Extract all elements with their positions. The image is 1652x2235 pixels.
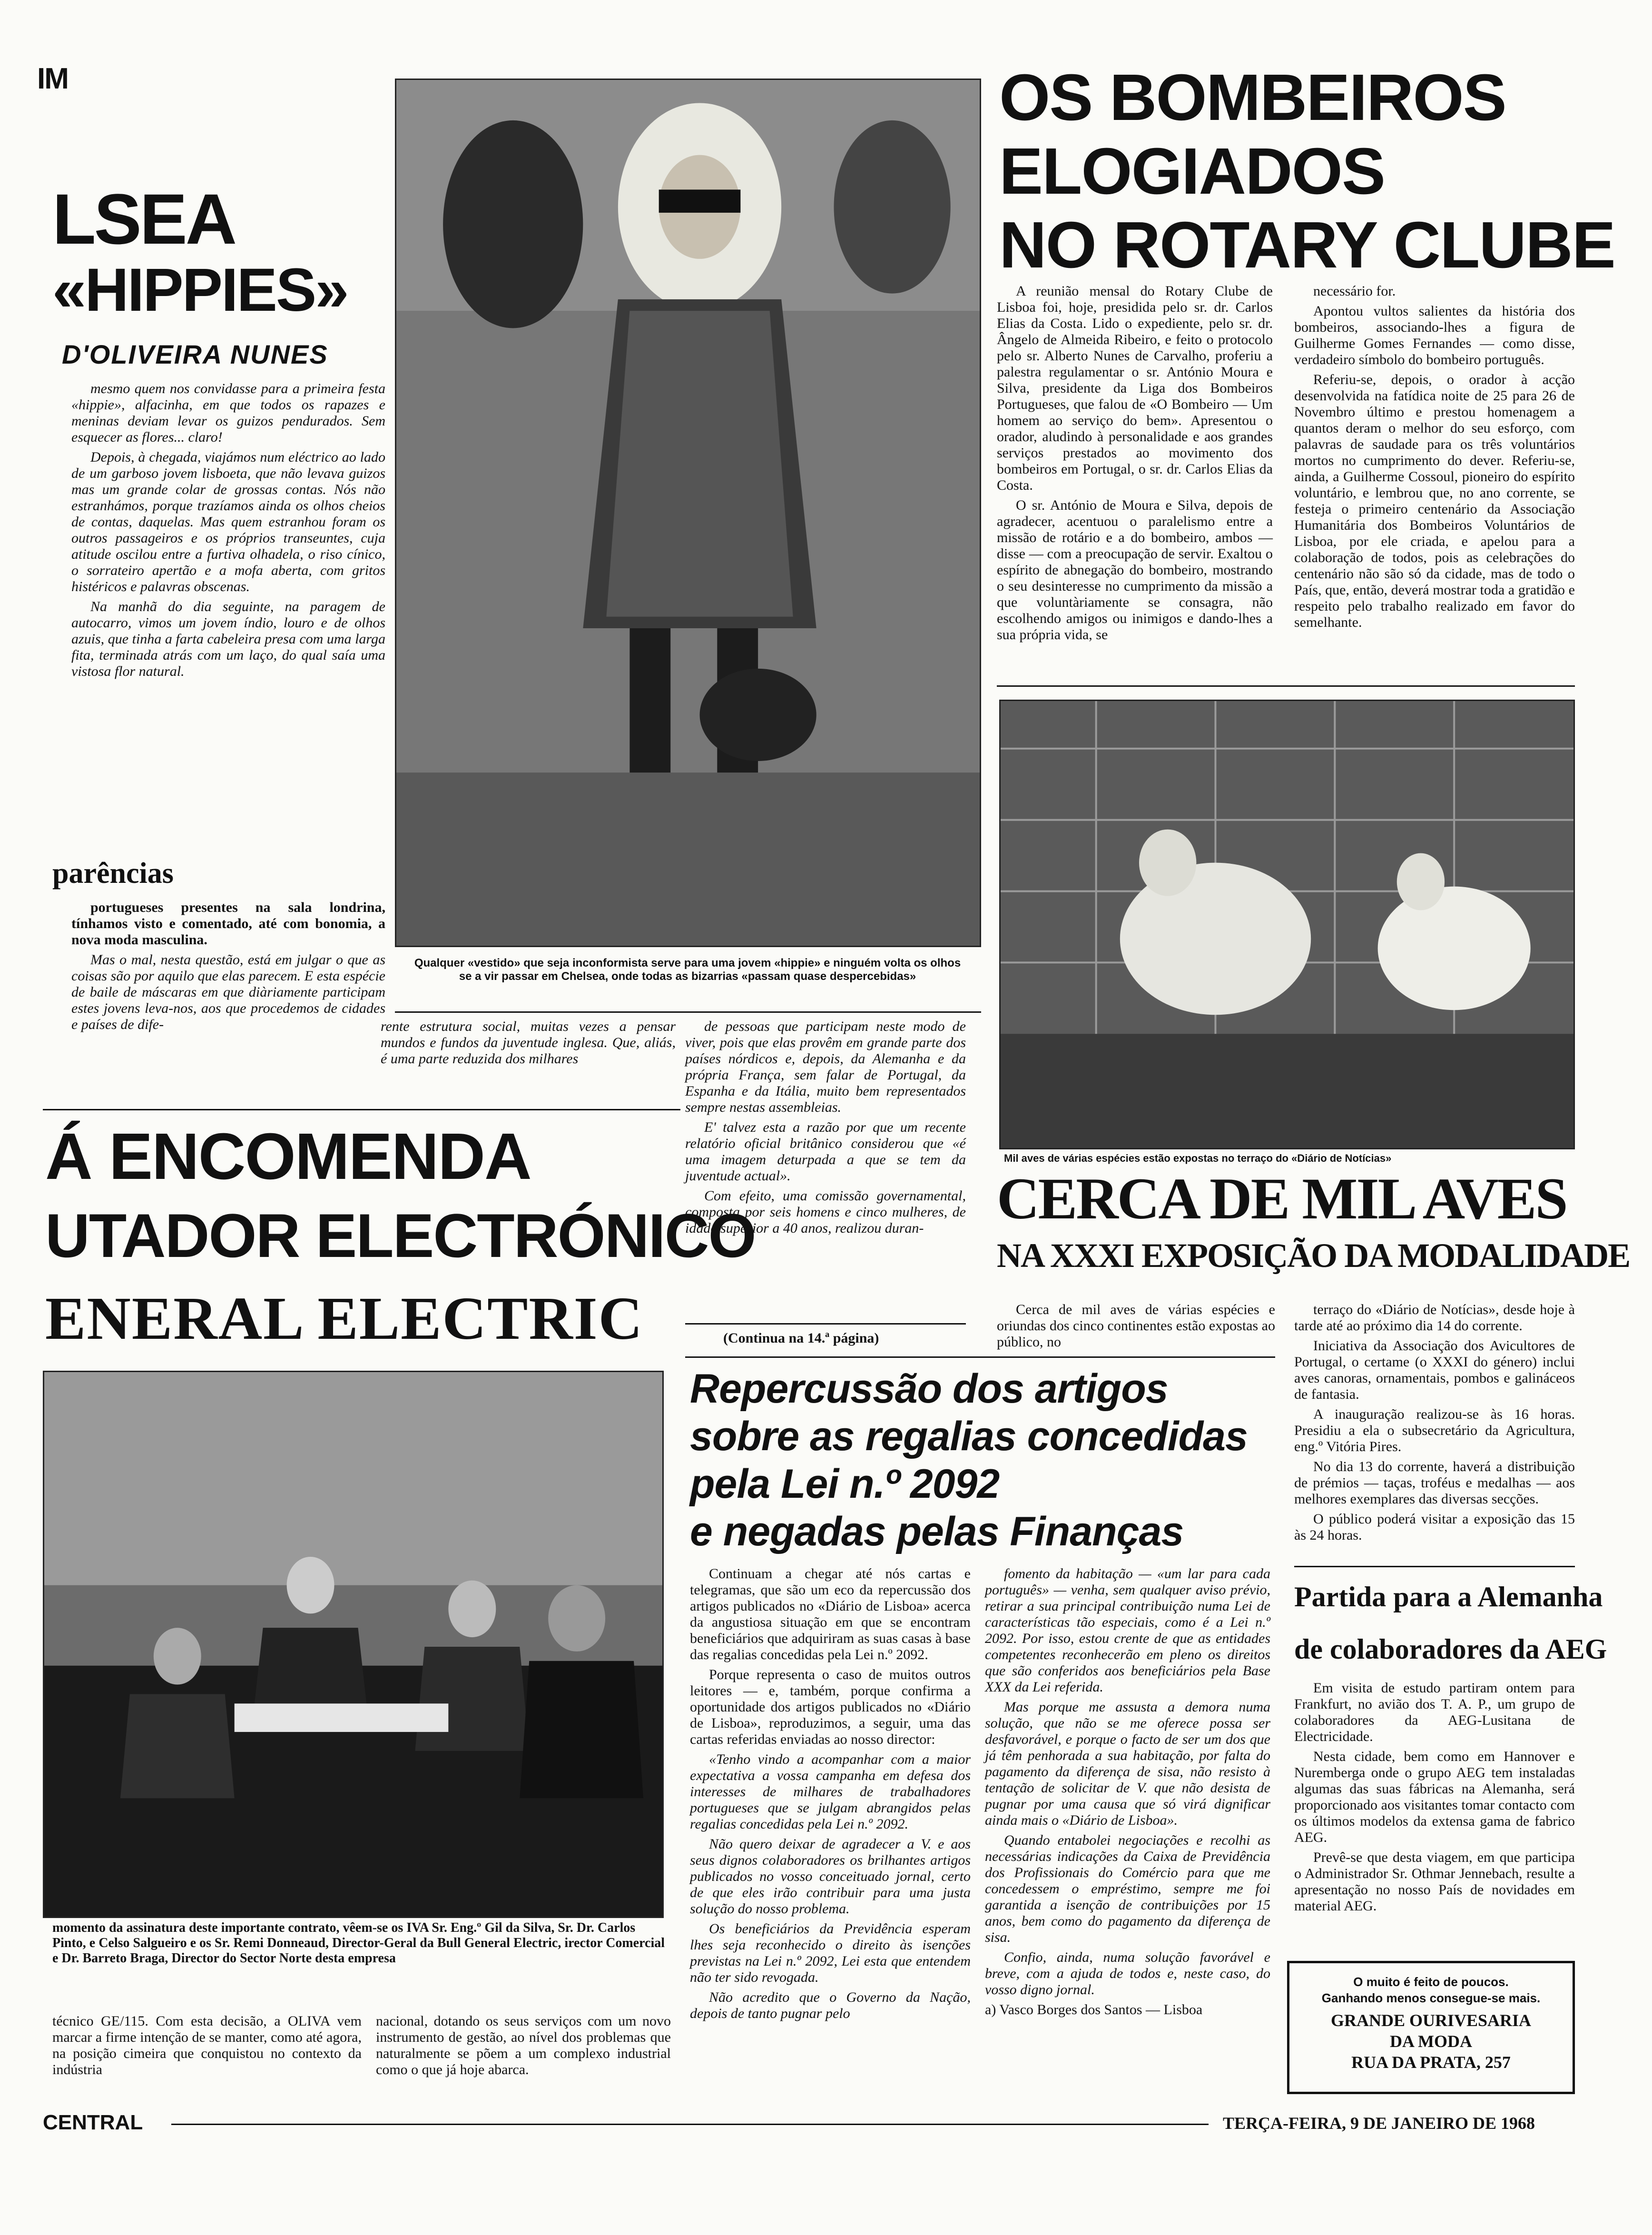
paragraph: necessário for.: [1313, 283, 1396, 299]
divider: [685, 1323, 966, 1325]
paragraph: E' talvez esta a razão por que um recente relatório oficial britânico considerou que «é uma imagem deturpada a que se tem da juventude actual».: [685, 1119, 966, 1184]
ad-line: RUA DA PRATA, 257: [1351, 2053, 1511, 2072]
encomenda-headline-2: UTADOR ELECTRÓNICO: [45, 1201, 756, 1270]
birds-photo-caption: Mil aves de várias espécies estão expostas no terraço do «Diário de Notícias»: [1004, 1152, 1392, 1164]
ourivesaria-ad: [1287, 1961, 1575, 2094]
aves-column-1: Cerca de mil aves de várias espécies e oriundas dos cinco continentes estão expostas ao público, no: [997, 1302, 1275, 1350]
paragraph: Não quero deixar de agradecer a V. e aos seus dignos colaboradores os brilhantes artigos publicados no vosso conceituado jornal, certo de que eles irão contribuir para uma justa solução do nosso problema.: [690, 1836, 971, 1917]
paragraph: Mas porque me assusta a demora numa solução, que não se me oferece possa ser desfavorável, e porque o facto de ser um dos que já têm penhorada a sua habitação, por falta do pagamento da diferença de sisa, não resisto à tentação de solicitar de V. que não desista de pugnar por uma causa que só virá dignificar ainda mais o «Diário de Lisboa».: [985, 1699, 1270, 1828]
contract-photo-caption: momento da assinatura deste importante contrato, vêem-se os IVA Sr. Eng.º Gil da Silva, Sr. Dr. Carlos Pinto, e Celso Salgueiro e os Sr. Remi Donneaud, Director-Geral da Bull General Electric, irector Comercial e Dr. Barreto Braga, Director do Sector Norte desta empresa: [52, 1920, 665, 1966]
page-marker: IM: [37, 62, 68, 95]
encomenda-column-1: técnico GE/115. Com esta decisão, a OLIVA vem marcar a firme intenção de se manter, como até agora, na posição cimeira que conquistou no contexto da indústria: [52, 2013, 362, 2077]
partida-headline-1: Partida para a Alemanha: [1294, 1581, 1603, 1612]
birds-photo: [999, 700, 1575, 1149]
ad-line: Ganhando menos consegue-se mais.: [1321, 1991, 1541, 2005]
repercussao-headline-1: Repercussão dos artigos: [690, 1366, 1168, 1412]
repercussao-column-2: [985, 1566, 1270, 2022]
paragraph: Iniciativa da Associação dos Avicultores de Portugal, o certame (o XXXI do género) inclui aves canoras, ornamentais, pombos e galináceos de fantasia.: [1294, 1338, 1575, 1402]
paragraph: Mas o mal, nesta questão, está em julgar o que as coisas são por aquilo que elas parecem. E esta espécie de baile de máscaras em que diàriamente participam estes jovens leva-nos, aos que procedemos de cidades e países de dife-: [71, 952, 385, 1032]
signature-line: a) Vasco Borges dos Santos — Lisboa: [985, 2002, 1203, 2017]
paragraph: Nesta cidade, bem como em Hannover e Nuremberga onde o grupo AEG tem instaladas algumas das suas fábricas na Alemanha, será proporcionado aos visitantes tomar contacto com os últimos modelos da extensa gama de fabrico AEG.: [1294, 1749, 1575, 1845]
ad-line: GRANDE OURIVESARIA: [1330, 2011, 1532, 2030]
hippies-column-2: [71, 900, 385, 1037]
repercussao-headline-4: e negadas pelas Finanças: [690, 1509, 1184, 1554]
repercussao-headline-2: sobre as regalias concedidas: [690, 1414, 1248, 1459]
hippie-photo-caption: Qualquer «vestido» que seja inconformista serve para uma jovem «hippie» e ninguém volta os olhos se a vir passar em Chelsea, onde todas as bizarrias «passam quase despercebidas»: [414, 957, 961, 983]
bombeiros-headline-3: NO ROTARY CLUBE: [999, 208, 1615, 282]
ad-line: DA MODA: [1390, 2032, 1472, 2051]
paragraph: O público poderá visitar a exposição das 15 às 24 horas.: [1294, 1511, 1575, 1543]
hippies-headline-2: «HIPPIES»: [52, 256, 348, 324]
partida-headline-2: de colaboradores da AEG: [1294, 1633, 1607, 1665]
paragraph: portugueses presentes na sala londrina, tínhamos visto e comentado, até com bonomia, a nova moda masculina.: [71, 900, 385, 948]
ad-line: O muito é feito de poucos.: [1353, 1975, 1509, 1989]
paragraph: Os beneficiários da Previdência esperam lhes seja reconhecido o direito às isenções previstas na Lei n.º 2092, Lei esta que entendem não ter sido revogada.: [690, 1921, 971, 1985]
divider: [395, 1011, 981, 1013]
divider: [685, 1356, 1275, 1358]
paragraph: fomento da habitação — «um lar para cada português» — venha, sem qualquer aviso prévio, retirar a sua principal contribuição numa Lei de características tão especiais, como é a Lei n.º 2092. Por isso, estou crente de que as entidades competentes reconhecerão em pleno os direitos que são conferidos aos beneficiários pela Base XXX da Lei referida.: [985, 1566, 1270, 1695]
paragraph: terraço do «Diário de Notícias», desde hoje à tarde até ao próximo dia 14 do corrente.: [1294, 1302, 1575, 1334]
repercussao-column-1: [690, 1566, 971, 2026]
encomenda-headline-3: ENERAL ELECTRIC: [45, 1285, 643, 1352]
paragraph: de pessoas que participam neste modo de viver, pois que elas provêm em grande parte dos países nórdicos e, depois, da Alemanha e da própria França, sem falar de Portugal, da Espanha e da Itália, muito bem representados sempre nestas assembleias.: [685, 1019, 966, 1115]
contract-signing-photo: [43, 1371, 664, 1918]
encomenda-column-2: nacional, dotando os seus serviços com um novo instrumento de gestão, ao nível dos problemas que naturalmente se põem a um complexo industrial como o que já hoje abarca.: [376, 2013, 671, 2077]
repercussao-headline-3: pela Lei n.º 2092: [690, 1461, 1000, 1507]
paragraph: Em visita de estudo partiram ontem para Frankfurt, no avião dos T. A. P., um grupo de colaboradores da AEG-Lusitana de Electricidade.: [1294, 1680, 1575, 1744]
aves-column-2: [1294, 1302, 1575, 1547]
paragraph: A inauguração realizou-se às 16 horas. Presidiu a ela o subsecretário da Agricultura, eng.º Vitória Pires.: [1294, 1406, 1575, 1454]
bombeiros-headline-2: ELOGIADOS: [999, 135, 1385, 208]
bombeiros-column-2: [1294, 283, 1575, 634]
paragraph: «Tenho vindo a acompanhar com a maior expectativa a vossa campanha em defesa dos interesses de milhares de trabalhadores portugueses que se julgam abrangidos pelas regalias concedidas pela Lei n.º 2092.: [690, 1751, 971, 1832]
paragraph: Confio, ainda, numa solução favorável e breve, com a ajuda de todos e, neste caso, do vosso digno jornal.: [985, 1949, 1270, 1998]
aves-headline-2: NA XXXI EXPOSIÇÃO DA MODALIDADE: [997, 1236, 1630, 1275]
hippies-subhead: parências: [52, 857, 174, 890]
divider: [997, 685, 1575, 687]
encomenda-headline-1: Á ENCOMENDA: [45, 1120, 531, 1193]
footer-section: CENTRAL: [43, 2111, 143, 2134]
paragraph: No dia 13 do corrente, haverá a distribuição de prémios — taças, troféus e medalhas — aos melhores exemplares das diversas secções.: [1294, 1459, 1575, 1507]
paragraph: Não acredito que o Governo da Nação, depois de tanto pugnar pelo: [690, 1989, 971, 2021]
bombeiros-column-1: [997, 283, 1273, 647]
footer-date: TERÇA-FEIRA, 9 DE JANEIRO DE 1968: [1223, 2114, 1535, 2133]
paragraph: Continuam a chegar até nós cartas e telegramas, que são um eco da repercussão dos artigos publicados no «Diário de Lisboa» acerca da angustiosa situação em que se encontram beneficiários que adquiriram as suas casas à base das regalias concedidas pela Lei n.º 2092.: [690, 1566, 971, 1662]
divider: [1294, 1566, 1575, 1567]
paragraph: Quando entabolei negociações e recolhi as necessárias indicações da Caixa de Previdência dos Profissionais do Comércio para que me concedessem o empréstimo, sempre me foi garantida a isenção de contribuições por 15 anos, bem como do pagamento da diferença de sisa.: [985, 1832, 1270, 1945]
paragraph: O sr. António de Moura e Silva, depois de agradecer, acentuou o paralelismo entre a missão de rotário e a do bombeiro, ambos — disse — com a preocupação de servir. Exaltou o espírito de abnegação do bombeiro, mostrando o seu desinteresse no cumprimento da missão a que voluntàriamente se consagra, não escolhendo amigos ou inimigos e dando-lhes a sua própria vida, se: [997, 497, 1273, 643]
paragraph: mesmo quem nos convidasse para a primeira festa «hippie», alfacinha, em que todos os rapazes e meninas deviam levar os guizos pendurados. Sem esquecer as flores... claro!: [71, 381, 385, 445]
hippies-column-1: [71, 381, 385, 683]
footer-rule: [171, 2124, 1209, 2125]
paragraph: Na manhã do dia seguinte, na paragem de autocarro, vimos um jovem índio, louro e de olhos azuis, que tinha a farta cabeleira presa com uma larga fita, terminada atrás com um laço, do qual saía uma vistosa flor natural.: [71, 599, 385, 679]
paragraph: Porque representa o caso de muitos outros leitores — e, também, porque confirma a oportunidade dos artigos publicados no «Diário de Lisboa», reproduzimos, a seguir, uma das cartas referidas enviadas ao nosso director:: [690, 1667, 971, 1747]
continua-note: (Continua na 14.ª página): [723, 1330, 879, 1346]
partida-column: [1294, 1680, 1575, 1918]
divider: [43, 1109, 680, 1110]
bombeiros-headline-1: OS BOMBEIROS: [999, 61, 1506, 134]
paragraph: Depois, à chegada, viajámos num eléctrico ao lado de um garboso jovem lisboeta, que não levava guizos mas um grande colar de grossas contas. Nós não estranhámos, porque trazíamos ainda os olhos cheios de contas, daquelas. Mas quem estranhou foram os outros passageiros e os próprios transeuntes, cuja atitude oscilou entre a furtiva olhadela, o riso cínico, o sorrateiro apertão e a mofa aberta, com gritos histéricos e palavras obscenas.: [71, 449, 385, 594]
paragraph: Prevê-se que desta viagem, em que participa o Administrador Sr. Othmar Jennebach, resulte a apresentação no nosso País de novidades em material AEG.: [1294, 1849, 1575, 1914]
paragraph: Com efeito, uma comissão governamental, composta por seis homens e cinco mulheres, de idade superior a 40 anos, realizou duran-: [685, 1188, 966, 1236]
aves-headline-1: CERCA DE MIL AVES: [997, 1166, 1567, 1231]
hippie-photo: [395, 79, 981, 947]
paragraph: A reunião mensal do Rotary Clube de Lisboa foi, hoje, presidida pelo sr. dr. Carlos Elias da Costa. Lido o expediente, pelo sr. dr. Ângelo de Almeida Ribeiro, e feito o protocolo pelo sr. Alberto Nunes de Carvalho, proferiu a palestra regulamentar o sr. António Moura e Silva, presidente da Liga dos Bombeiros Portugueses, que falou de «O Bombeiro — Um homem ao serviço do bem». Apresentou o orador, aludindo à personalidade e aos grandes serviços prestados ao movimento dos bombeiros em Portugal, o sr. dr. Carlos Elias da Costa.: [997, 283, 1273, 493]
hippies-byline: D'OLIVEIRA NUNES: [62, 339, 328, 369]
hippies-column-3: rente estrutura social, muitas vezes a pensar mundos e fundos da juventude inglesa. Que, aliás, é uma parte reduzida dos milhares: [381, 1019, 676, 1067]
paragraph: Apontou vultos salientes da história dos bombeiros, associando-lhes a figura de Guilherme Gomes Fernandes — como disse, verdadeiro símbolo do bombeiro português.: [1294, 303, 1575, 367]
paragraph: Referiu-se, depois, o orador à acção desenvolvida na fatídica noite de 25 para 26 de Novembro último e prestou homenagem a quantos deram o melhor do seu esforço, com palavras de saudade para os três voluntários mortos no cumprimento do dever. Referiu-se, ainda, a Guilherme Cossoul, pioneiro do espírito voluntário, e lembrou que, no ano corrente, se festeja o primeiro centenário da Associação Humanitária dos Bombeiros Voluntários de Lisboa, por ele criada, e apelou para a colaboração de todos, pois as celebrações do centenário não são só da cidade, mas de todo o País, que, então, deverá mostrar toda a gratidão e respeito pelo trabalho realizado em favor do semelhante.: [1294, 372, 1575, 630]
hippies-headline-1: LSEA: [52, 179, 236, 259]
